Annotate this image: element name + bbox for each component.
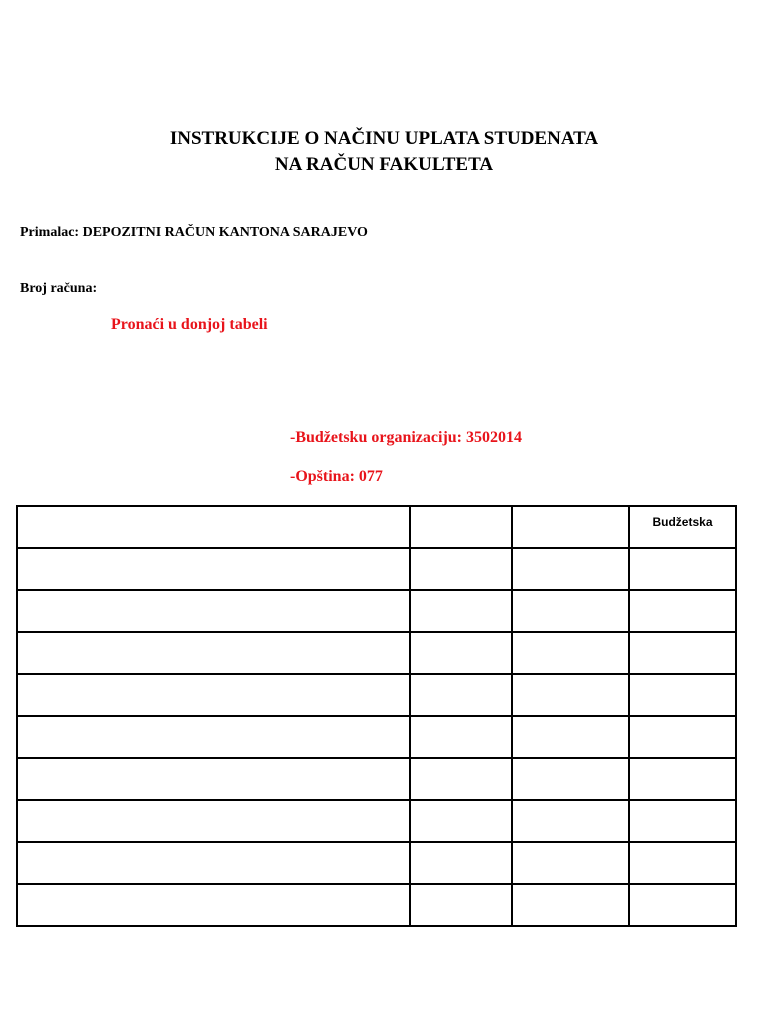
table-cell <box>17 842 410 884</box>
budget-org-line: -Budžetsku organizaciju: 3502014 <box>290 429 522 446</box>
header-cell-budzetska <box>629 506 736 548</box>
table-cell <box>512 632 629 674</box>
account-table <box>16 505 737 927</box>
table-cell <box>410 716 512 758</box>
title-line-1: INSTRUKCIJE O NAČINU UPLATA STUDENATA <box>169 128 599 149</box>
table-cell <box>512 716 629 758</box>
table-cell <box>17 800 410 842</box>
table-cell <box>17 758 410 800</box>
table-cell <box>629 758 736 800</box>
table-cell <box>629 590 736 632</box>
table-header-row <box>17 506 736 548</box>
table-cell <box>17 716 410 758</box>
table-row <box>17 590 736 632</box>
budzetska-header: Budžetska <box>652 515 713 529</box>
table-cell <box>629 716 736 758</box>
table-cell <box>629 548 736 590</box>
table-row <box>17 674 736 716</box>
find-note: Pronaći u donjoj tabeli <box>111 316 268 333</box>
table-cell <box>629 632 736 674</box>
table-cell <box>512 758 629 800</box>
document-title <box>0 126 768 178</box>
table-cell <box>410 674 512 716</box>
table-cell <box>410 632 512 674</box>
table-cell <box>512 884 629 926</box>
table-row <box>17 800 736 842</box>
table-row <box>17 842 736 884</box>
table-cell <box>17 590 410 632</box>
table-cell <box>410 548 512 590</box>
table-row <box>17 884 736 926</box>
table-cell <box>512 674 629 716</box>
table-cell <box>629 884 736 926</box>
recipient-line: Primalac: DEPOZITNI RAČUN KANTONA SARAJEVO <box>20 225 368 240</box>
table-cell <box>17 674 410 716</box>
table-cell <box>512 590 629 632</box>
table-cell <box>410 884 512 926</box>
table-cell <box>410 842 512 884</box>
title-line-2: NA RAČUN FAKULTETA <box>274 154 494 175</box>
table-cell <box>17 632 410 674</box>
table-cell <box>17 548 410 590</box>
header-cell <box>512 506 629 548</box>
table-cell <box>629 842 736 884</box>
header-cell <box>410 506 512 548</box>
table-cell <box>512 800 629 842</box>
table-cell <box>410 590 512 632</box>
table-row <box>17 758 736 800</box>
table-cell <box>17 884 410 926</box>
table-cell <box>629 800 736 842</box>
table-cell <box>410 800 512 842</box>
header-cell <box>17 506 410 548</box>
table-cell <box>629 674 736 716</box>
table-row <box>17 632 736 674</box>
table-row <box>17 716 736 758</box>
municipality-line: -Opština: 077 <box>290 468 383 485</box>
table-row <box>17 548 736 590</box>
table-cell <box>512 842 629 884</box>
account-label: Broj računa: <box>20 281 98 296</box>
table-cell <box>512 548 629 590</box>
table-cell <box>410 758 512 800</box>
